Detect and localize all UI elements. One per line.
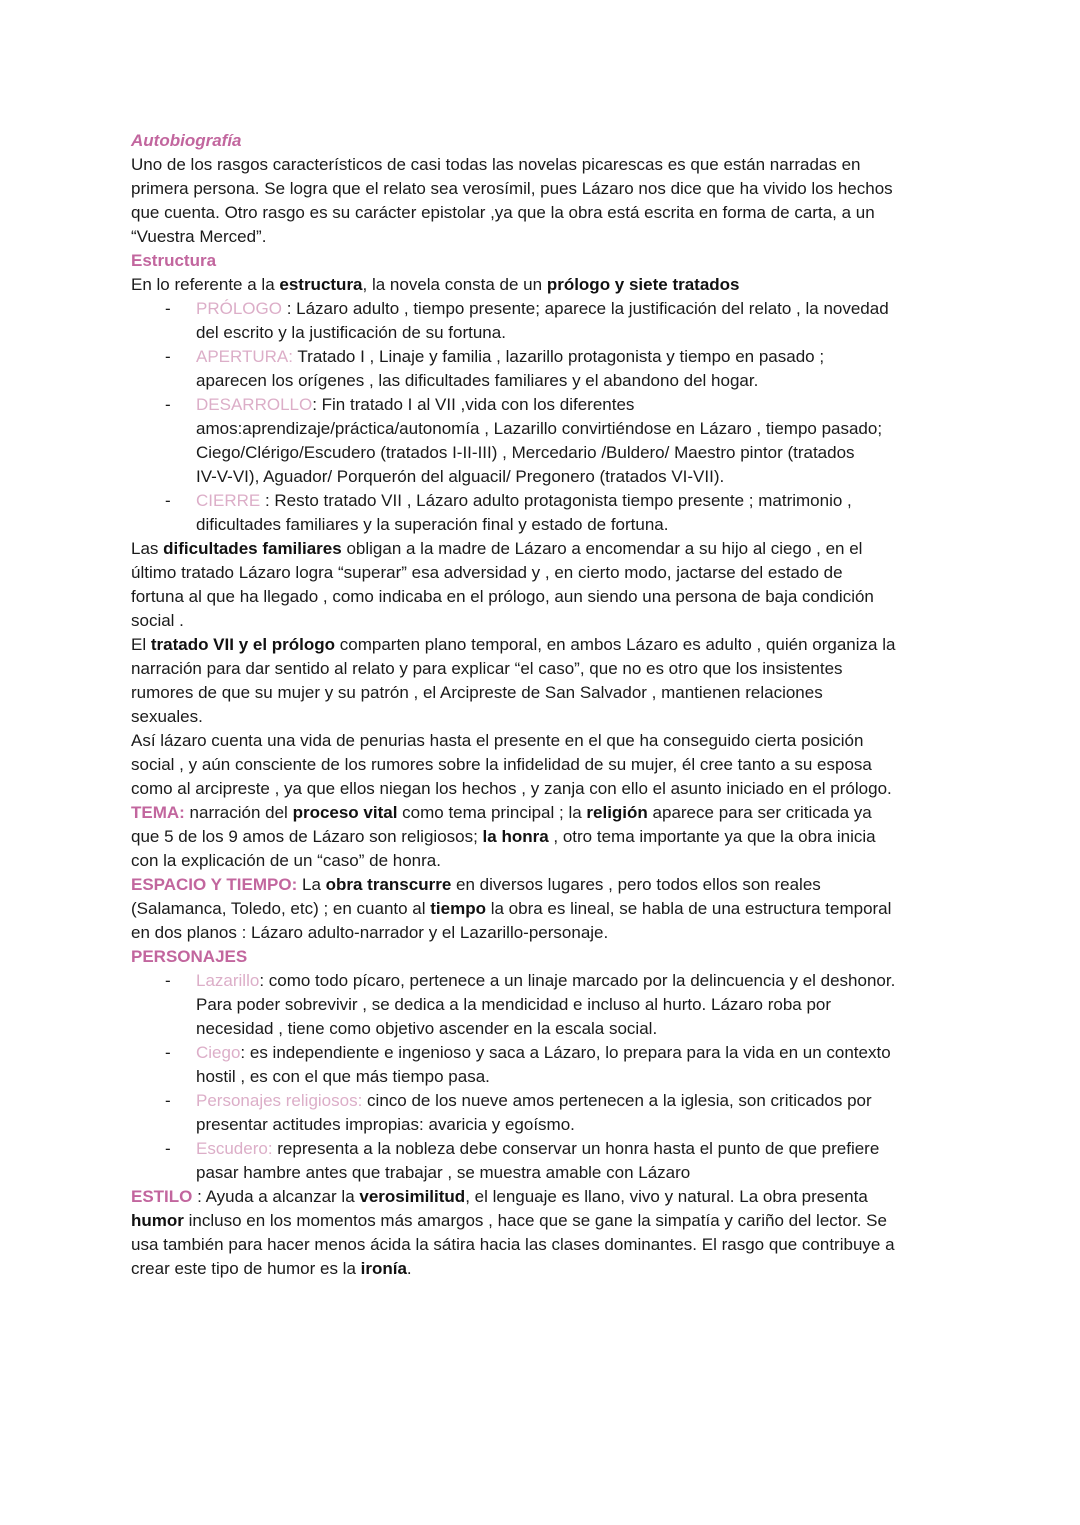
- text-line: primera persona. Se logra que el relato sea verosímil, pues Lázaro nos dice que ha vivido los hechos: [131, 179, 893, 198]
- text-line: [131, 1257, 971, 1281]
- text-span: , el lenguaje es llano, vivo y natural. La obra presenta: [465, 1187, 868, 1206]
- label-cierre: CIERRE: [196, 491, 261, 510]
- text-line: último tratado Lázaro logra “superar” esa adversidad y , en cierto modo, jactarse del estado de: [131, 563, 843, 582]
- bold-span: tiempo: [430, 899, 486, 918]
- text-line: usa también para hacer menos ácida la sátira hacia las clases dominantes. El rasgo que contribuye a: [131, 1235, 895, 1254]
- text-line: necesidad , tiene como objetivo ascender en la escala social.: [196, 1019, 658, 1038]
- text-line: aparecen los orígenes , las dificultades familiares y el abandono del hogar.: [196, 371, 759, 390]
- text-span: obligan a la madre de Lázaro a encomendar a su hijo al ciego , en el: [341, 539, 863, 558]
- text-span: representa a la nobleza debe conservar un honra hasta el punto de que prefiere: [272, 1139, 880, 1158]
- document-body: [131, 129, 971, 1281]
- bold-span: verosimilitud: [359, 1187, 466, 1206]
- bold-span: prólogo y siete tratados: [546, 275, 740, 294]
- text-line: [131, 1209, 971, 1233]
- text-span: narración del: [184, 803, 293, 822]
- text-span: incluso en los momentos más amargos , hace que se gane la simpatía y cariño del lector. Se: [183, 1211, 887, 1230]
- bullet: -: [165, 491, 171, 510]
- bullet: -: [165, 1091, 171, 1110]
- text-span: : es independiente e ingenioso y saca a Lázaro, lo prepara para la vida en un contexto: [240, 1043, 891, 1062]
- label-religiosos: Personajes religiosos:: [196, 1091, 363, 1110]
- text-line: [131, 825, 971, 849]
- text-line: “Vuestra Merced”.: [131, 227, 267, 246]
- label-desarrollo: DESARROLLO: [196, 395, 313, 414]
- text-span: El: [131, 635, 151, 654]
- text-span: en diversos lugares , pero todos ellos son reales: [451, 875, 821, 894]
- text-line: dificultades familiares y la superación final y estado de fortuna.: [196, 515, 669, 534]
- text-span: : Lázaro adulto , tiempo presente; aparece la justificación del relato , la novedad: [281, 299, 889, 318]
- text-line: [131, 273, 971, 297]
- text-line: social , y aún consciente de los rumores sobre la infidelidad de su mujer, él cree tanto a su esposa: [131, 755, 872, 774]
- bold-span: estructura: [279, 275, 363, 294]
- bullet: -: [165, 299, 171, 318]
- heading-autobiografia: Autobiografía: [131, 131, 242, 150]
- text-line: [131, 873, 971, 897]
- list-item-escudero: [131, 1137, 971, 1161]
- text-span: , la novela consta de un: [362, 275, 547, 294]
- label-prologo: PRÓLOGO: [196, 299, 282, 318]
- bullet: -: [165, 971, 171, 990]
- text-line: presentar actitudes impropias: avaricia y egoísmo.: [196, 1115, 575, 1134]
- text-line: Ciego/Clérigo/Escudero (tratados I-II-III) , Mercedario /Buldero/ Maestro pintor (tratados: [196, 443, 855, 462]
- list-item-cierre: [131, 489, 971, 513]
- text-span: (Salamanca, Toledo, etc) ; en cuanto al: [131, 899, 431, 918]
- text-span: la obra es lineal, se habla de una estructura temporal: [486, 899, 892, 918]
- text-line: [131, 801, 971, 825]
- bold-span: ironía: [360, 1259, 407, 1278]
- text-span: como tema principal ; la: [397, 803, 587, 822]
- text-span: cinco de los nueve amos pertenecen a la iglesia, son criticados por: [362, 1091, 872, 1110]
- text-span: crear este tipo de humor es la: [131, 1259, 361, 1278]
- text-span: comparten plano temporal, en ambos Lázaro es adulto , quién organiza la: [335, 635, 896, 654]
- label-lazarillo: Lazarillo: [196, 971, 260, 990]
- text-line: que cuenta. Otro rasgo es su carácter epistolar ,ya que la obra está escrita en forma de carta, a un: [131, 203, 875, 222]
- text-line: con la explicación de un “caso” de honra.: [131, 851, 441, 870]
- bullet: -: [165, 1043, 171, 1062]
- bold-span: la honra: [482, 827, 549, 846]
- text-line: como al arcipreste , ya que ellos niegan los hechos , y zanja con ello el asunto iniciado en el prólogo.: [131, 779, 892, 798]
- bullet: -: [165, 395, 171, 414]
- bold-span: tratado VII y el prólogo: [150, 635, 336, 654]
- text-span: : Ayuda a alcanzar la: [192, 1187, 360, 1206]
- text-line: hostil , es con el que más tiempo pasa.: [196, 1067, 490, 1086]
- text-line: [131, 633, 971, 657]
- text-span: : Fin tratado I al VII ,vida con los diferentes: [312, 395, 635, 414]
- text-span: : como todo pícaro, pertenece a un linaje marcado por la delincuencia y el deshonor.: [259, 971, 896, 990]
- text-line: IV-V-VI), Aguador/ Porquerón del alguacil/ Pregonero (tratados VI-VII).: [196, 467, 725, 486]
- label-ciego: Ciego: [196, 1043, 241, 1062]
- text-line: Así lázaro cuenta una vida de penurias hasta el presente en el que ha conseguido cierta posición: [131, 731, 864, 750]
- text-line: sexuales.: [131, 707, 203, 726]
- list-item-lazarillo: [131, 969, 971, 993]
- text-span: aparece para ser criticada ya: [647, 803, 872, 822]
- text-span: , otro tema importante ya que la obra inicia: [548, 827, 876, 846]
- text-line: [131, 897, 971, 921]
- text-line: Para poder sobrevivir , se dedica a la mendicidad e incluso al hurto. Lázaro roba por: [196, 995, 832, 1014]
- label-apertura: APERTURA:: [196, 347, 293, 366]
- label-estilo: ESTILO: [131, 1187, 193, 1206]
- list-item-apertura: [131, 345, 971, 369]
- bullet: -: [165, 347, 171, 366]
- bold-span: humor: [131, 1211, 184, 1230]
- bold-span: proceso vital: [292, 803, 398, 822]
- label-tema: TEMA:: [131, 803, 185, 822]
- text-line: del escrito y la justificación de su fortuna.: [196, 323, 506, 342]
- heading-personajes: PERSONAJES: [131, 947, 248, 966]
- text-line: rumores de que su mujer y su patrón , el Arcipreste de San Salvador , mantienen relaciones: [131, 683, 823, 702]
- bold-span: obra transcurre: [325, 875, 452, 894]
- label-escudero: Escudero:: [196, 1139, 273, 1158]
- text-line: pasar hambre antes que trabajar , se muestra amable con Lázaro: [196, 1163, 691, 1182]
- text-span: .: [406, 1259, 412, 1278]
- list-item-desarrollo: [131, 393, 971, 417]
- label-espacio-tiempo: ESPACIO Y TIEMPO:: [131, 875, 298, 894]
- text-span: Las: [131, 539, 164, 558]
- bullet: -: [165, 1139, 171, 1158]
- text-span: La: [297, 875, 326, 894]
- bold-span: religión: [586, 803, 648, 822]
- text-span: : Resto tratado VII , Lázaro adulto protagonista tiempo presente ; matrimonio ,: [260, 491, 852, 510]
- text-line: narración para dar sentido al relato y para explicar “el caso”, que no es otro que los insistentes: [131, 659, 843, 678]
- text-line: [131, 1185, 971, 1209]
- text-line: amos:aprendizaje/práctica/autonomía , Lazarillo convirtiéndose en Lázaro , tiempo pasado;: [196, 419, 883, 438]
- text-line: Uno de los rasgos característicos de casi todas las novelas picarescas es que están narradas en: [131, 155, 861, 174]
- text-span: que 5 de los 9 amos de Lázaro son religiosos;: [131, 827, 483, 846]
- text-line: social .: [131, 611, 184, 630]
- list-item-ciego: [131, 1041, 971, 1065]
- list-item-religiosos: [131, 1089, 971, 1113]
- text-line: fortuna al que ha llegado , como indicaba en el prólogo, aun siendo una persona de baja condición: [131, 587, 874, 606]
- text-span: En lo referente a la: [131, 275, 280, 294]
- text-span: Tratado I , Linaje y familia , lazarillo protagonista y tiempo en pasado ;: [293, 347, 825, 366]
- heading-estructura: Estructura: [131, 251, 217, 270]
- bold-span: dificultades familiares: [163, 539, 342, 558]
- text-line: [131, 537, 971, 561]
- text-line: en dos planos : Lázaro adulto-narrador y el Lazarillo-personaje.: [131, 923, 609, 942]
- list-item-prologo: [131, 297, 971, 321]
